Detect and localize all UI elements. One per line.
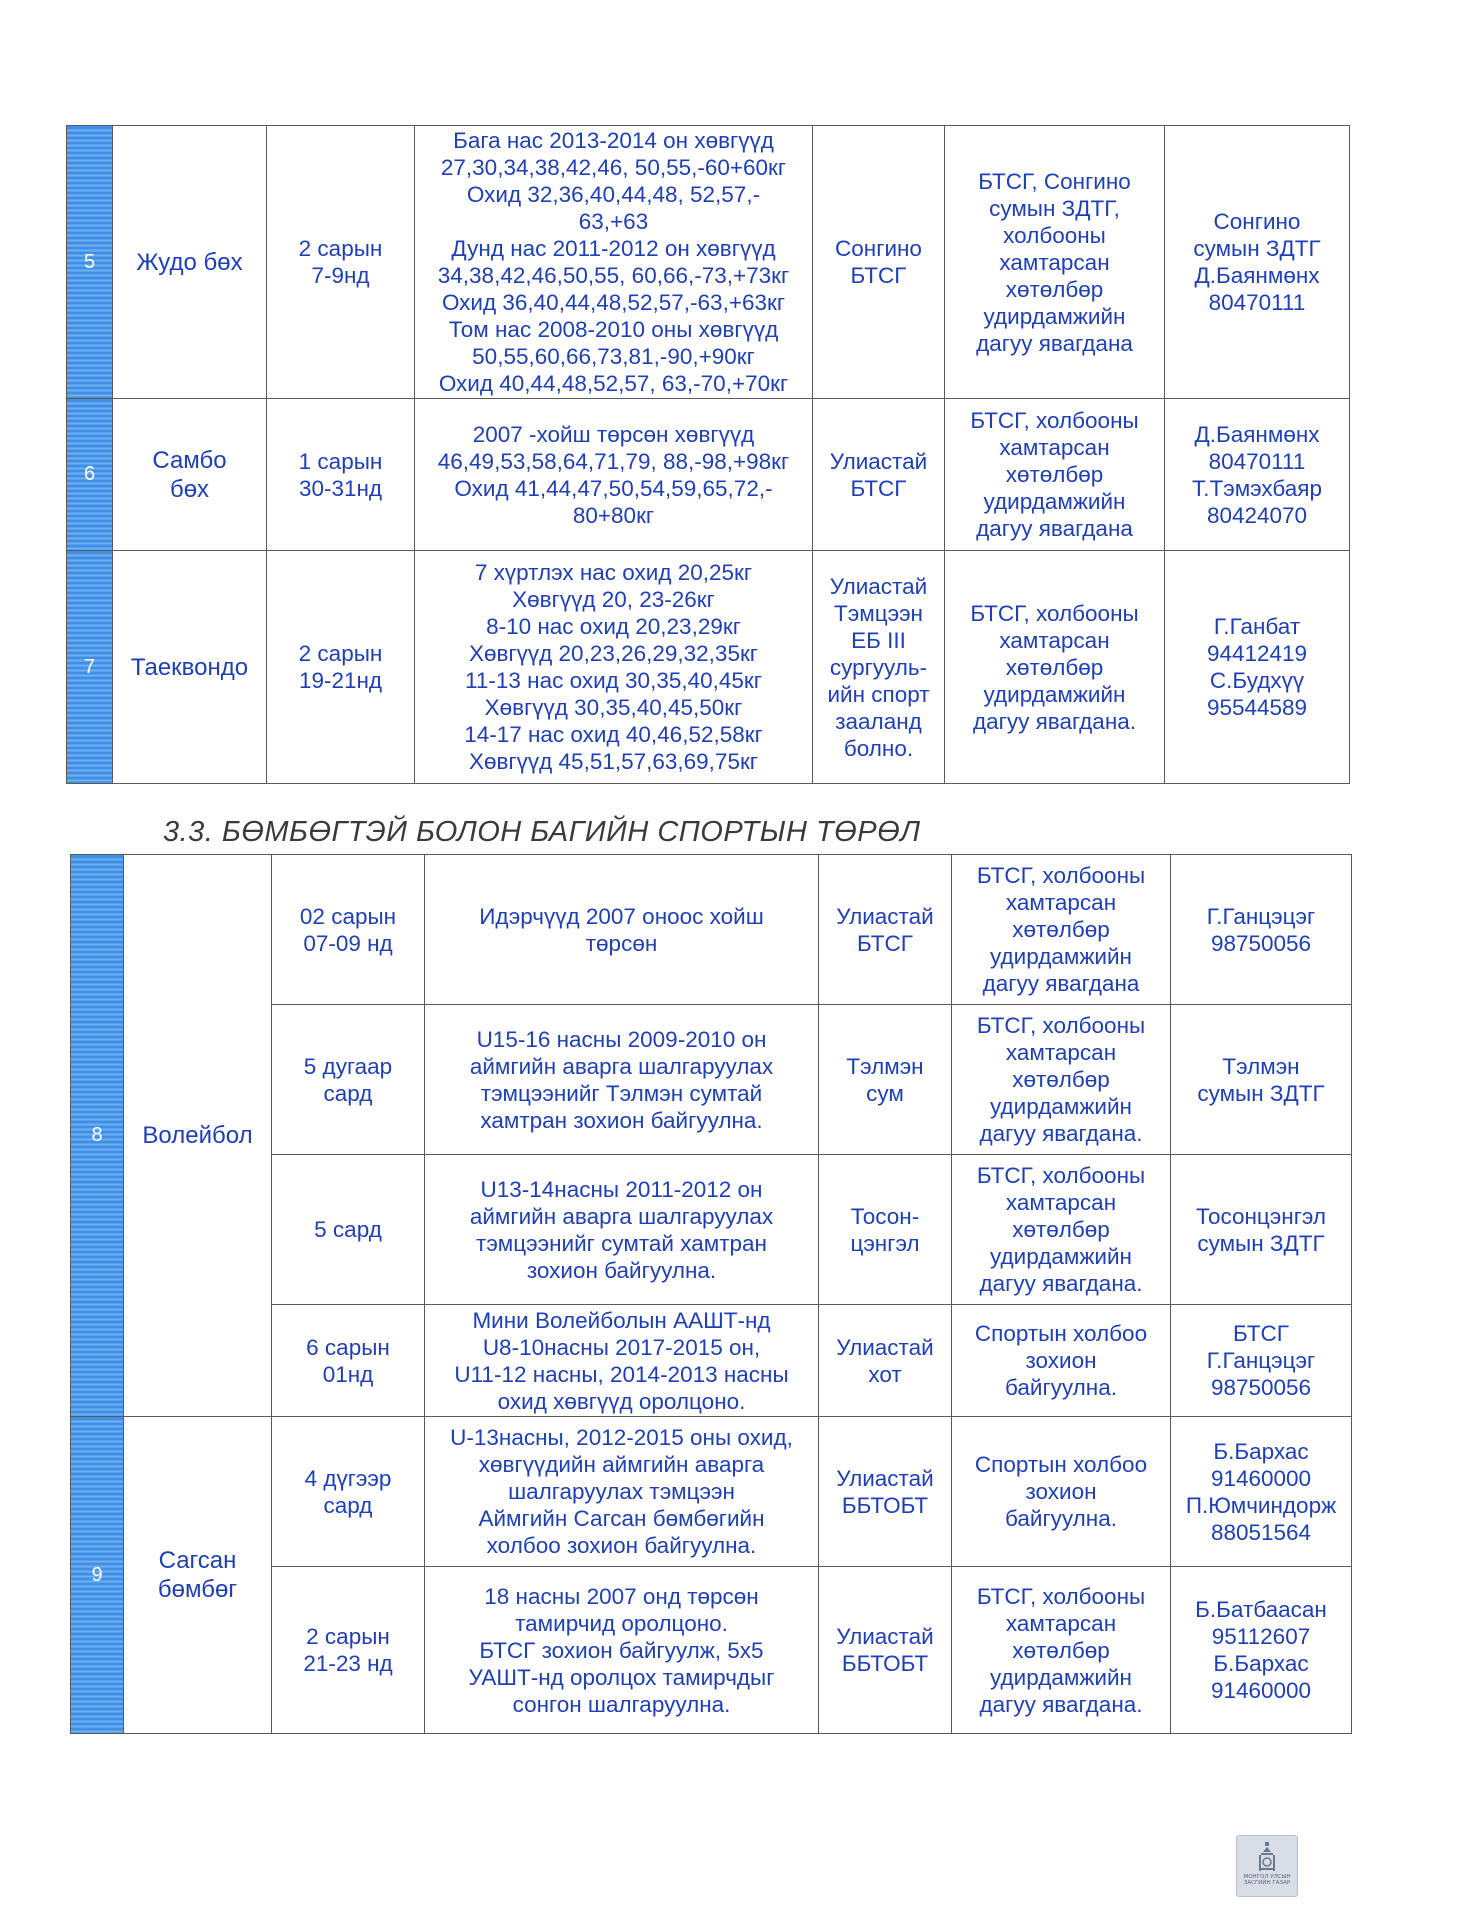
row-number: 7 xyxy=(67,551,113,784)
cell-text-line: тэмцээнийг сумтай хамтран xyxy=(476,1230,767,1256)
table-row xyxy=(71,1417,1352,1567)
event-details xyxy=(425,1567,819,1734)
cell-text-line: 11-13 нас охид 30,35,40,45кг xyxy=(465,668,762,693)
cell-text-line: дагуу явагдана xyxy=(976,330,1133,356)
cell-text-line: хөтөлбөр xyxy=(1005,654,1104,680)
sport-name xyxy=(113,126,267,399)
contact xyxy=(1171,1005,1352,1155)
row-number: 8 xyxy=(71,855,124,1417)
cell-text-line: 80470111 xyxy=(1208,448,1306,474)
cell-text-line: 46,49,53,58,64,71,79, 88,-98,+98кг xyxy=(437,448,790,474)
cell-text-line: 88051564 xyxy=(1210,1519,1312,1545)
cell-text-line: хамтарсан xyxy=(1005,1610,1117,1636)
cell-text-line: БТСГ xyxy=(850,263,907,288)
event-date xyxy=(272,1417,425,1567)
cell-text-line: сумын ЗДТГ, xyxy=(989,195,1120,221)
cell-text-line: БТСГ xyxy=(1233,1321,1289,1346)
cell-text-line: П.Юмчиндорж xyxy=(1185,1492,1337,1518)
cell-text-line: 07-09 нд xyxy=(303,930,393,956)
cell-text-line: холбоо зохион байгуулна. xyxy=(486,1533,757,1558)
organizer xyxy=(945,399,1165,551)
cell-text-line: 95112607 xyxy=(1211,1624,1311,1649)
sport-name xyxy=(113,399,267,551)
cell-text-line: сард xyxy=(323,1492,373,1518)
event-date xyxy=(272,855,425,1005)
cell-text-line: БТСГ, холбооны xyxy=(970,600,1139,626)
cell-text-line: 34,38,42,46,50,55, 60,66,-73,+73кг xyxy=(437,263,790,288)
cell-text-line: Самбо xyxy=(152,446,227,474)
table-row xyxy=(71,855,1352,1005)
cell-text-line: 1 сарын xyxy=(298,448,383,474)
cell-text-line: 2 сарын xyxy=(298,641,383,666)
event-date xyxy=(272,1155,425,1305)
cell-text-line: тамирчид оролцоно. xyxy=(515,1610,728,1636)
event-venue xyxy=(813,551,945,784)
cell-text-line: төрсөн xyxy=(585,930,658,956)
cell-text-line: дагуу явагдана. xyxy=(979,1121,1143,1146)
cell-text-line: 30-31нд xyxy=(298,475,383,501)
cell-text-line: 2 сарын xyxy=(298,236,383,261)
emblem-caption-line: МОНГОЛ УЛСЫН xyxy=(1243,1874,1291,1880)
event-venue xyxy=(819,1417,952,1567)
cell-text-line: 91460000 xyxy=(1210,1465,1312,1491)
sport-name xyxy=(124,855,272,1417)
cell-text-line: удирдамжийн xyxy=(990,1094,1132,1119)
event-details xyxy=(425,1155,819,1305)
cell-text-line: Сонгино xyxy=(835,236,922,261)
cell-text-line: С.Будхүү xyxy=(1209,668,1305,693)
cell-text-line: 94412419 xyxy=(1206,641,1308,666)
cell-text-line: зохион xyxy=(1025,1479,1097,1504)
cell-text-line: Охид 32,36,40,44,48, 52,57,- xyxy=(466,182,761,207)
cell-text-line: хөтөлбөр xyxy=(1012,1217,1110,1242)
contact xyxy=(1171,1305,1352,1417)
cell-text-line: 2007 -хойш төрсөн хөвгүүд xyxy=(472,421,755,447)
cell-text-line: Охид 41,44,47,50,54,59,65,72,- xyxy=(454,475,773,501)
row-number: 5 xyxy=(67,126,113,399)
organizer xyxy=(952,1005,1171,1155)
cell-text-line: ББТОБТ xyxy=(841,1492,929,1518)
cell-text-line: Улиастай xyxy=(829,573,928,599)
cell-text-line: Улиастай xyxy=(836,903,934,929)
sport-name xyxy=(113,551,267,784)
cell-text-line: сумын ЗДТГ xyxy=(1197,1230,1325,1256)
event-details xyxy=(415,551,813,784)
cell-text-line: U-13насны, 2012-2015 оны охид, xyxy=(450,1425,793,1450)
cell-text-line: УАШТ-нд оролцох тамирчдыг xyxy=(468,1664,775,1690)
cell-text-line: Сонгино xyxy=(1213,209,1301,234)
cell-text-line: хөтөлбөр xyxy=(1012,1637,1110,1663)
cell-text-line: Тосонцэнгэл xyxy=(1195,1203,1327,1229)
row-number: 6 xyxy=(67,399,113,551)
table-row xyxy=(67,551,1350,784)
cell-text-line: сард xyxy=(323,1080,373,1106)
cell-text-line: Волейбол xyxy=(142,1122,253,1149)
cell-text-line: зохион байгуулна. xyxy=(526,1257,717,1283)
event-details xyxy=(425,1305,819,1417)
cell-text-line: хамтарсан xyxy=(999,249,1110,275)
cell-text-line: дагуу явагдана. xyxy=(972,708,1137,734)
contact xyxy=(1171,1155,1352,1305)
event-date xyxy=(267,399,415,551)
cell-text-line: БТСГ, холбооны xyxy=(976,1583,1146,1609)
cell-text-line: 7-9нд xyxy=(311,263,370,288)
contact xyxy=(1171,855,1352,1005)
cell-text-line: Мини Волейболын ААШТ-нд xyxy=(472,1307,771,1333)
cell-text-line: Д.Баянмөнх xyxy=(1194,421,1320,447)
cell-text-line: зааланд xyxy=(835,708,922,734)
cell-text-line: Г.Ганцэцэг xyxy=(1206,1348,1316,1373)
cell-text-line: БТСГ xyxy=(850,475,907,501)
cell-text-line: БТСГ, холбооны xyxy=(976,1013,1146,1038)
cell-text-line: U15-16 насны 2009-2010 он xyxy=(476,1026,767,1052)
cell-text-line: хамтарсан xyxy=(999,627,1110,653)
cell-text-line: хамтарсан xyxy=(999,435,1110,460)
cell-text-line: 80424070 xyxy=(1206,502,1308,528)
cell-text-line: БТСГ, холбооны xyxy=(970,408,1139,433)
cell-text-line: 27,30,34,38,42,46, 50,55,-60+60кг xyxy=(440,155,787,180)
cell-text-line: зохион xyxy=(1025,1348,1097,1373)
cell-text-line: ББТОБТ xyxy=(841,1651,929,1676)
cell-text-line: Аймгийн Сагсан бөмбөгийн xyxy=(478,1506,765,1531)
cell-text-line: Б.Бархас xyxy=(1213,1651,1309,1676)
event-venue xyxy=(813,399,945,551)
cell-text-line: хөтөлбөр xyxy=(1005,276,1104,302)
cell-text-line: сургууль- xyxy=(829,654,928,680)
cell-text-line: Тосон- xyxy=(850,1203,920,1229)
cell-text-line: хамтран зохион байгуулна. xyxy=(480,1107,763,1133)
cell-text-line: Идэрчүүд 2007 оноос хойш xyxy=(479,903,764,929)
cell-text-line: Хөвгүүд 30,35,40,45,50кг xyxy=(484,695,743,720)
cell-text-line: байгуулна. xyxy=(1005,1506,1117,1531)
cell-text-line: Тэлмэн xyxy=(846,1053,924,1079)
event-venue xyxy=(819,1005,952,1155)
cell-text-line: Улиастай xyxy=(836,1624,934,1649)
cell-text-line: Бага нас 2013-2014 он хөвгүүд xyxy=(453,128,774,153)
cell-text-line: 98750056 xyxy=(1210,930,1312,956)
cell-text-line: U8-10насны 2017-2015 он, xyxy=(482,1334,761,1360)
event-details xyxy=(425,1005,819,1155)
cell-text-line: Тэмцээн xyxy=(834,600,923,626)
cell-text-line: БТСГ, Сонгино xyxy=(978,168,1131,194)
event-details xyxy=(415,126,813,399)
cell-text-line: Дунд нас 2011-2012 он хөвгүүд xyxy=(451,236,776,261)
contact xyxy=(1171,1417,1352,1567)
event-date xyxy=(272,1305,425,1417)
event-venue xyxy=(813,126,945,399)
contact xyxy=(1165,126,1350,399)
organizer xyxy=(945,126,1165,399)
cell-text-line: байгуулна. xyxy=(1005,1375,1117,1400)
cell-text-line: удирдамжийн xyxy=(990,1244,1132,1269)
cell-text-line: 95544589 xyxy=(1206,695,1308,720)
cell-text-line: 80470111 xyxy=(1208,290,1306,315)
cell-text-line: Таеквондо xyxy=(130,653,249,681)
cell-text-line: 2 сарын xyxy=(306,1624,390,1649)
contact xyxy=(1171,1567,1352,1734)
cell-text-line: сумын ЗДТГ xyxy=(1193,236,1321,261)
cell-text-line: БТСГ, холбооны xyxy=(976,1163,1146,1188)
cell-text-line: аймгийн аварга шалгаруулах xyxy=(469,1053,774,1079)
cell-text-line: Охид 40,44,48,52,57, 63,-70,+70кг xyxy=(438,371,789,396)
cell-text-line: Хөвгүүд 20,23,26,29,32,35кг xyxy=(468,641,759,666)
cell-text-line: удирдамжийн xyxy=(983,681,1126,707)
organizer xyxy=(952,1155,1171,1305)
cell-text-line: Жудо бөх xyxy=(136,248,243,276)
cell-text-line: Спортын холбоо xyxy=(974,1321,1148,1346)
cell-text-line: дагуу явагдана. xyxy=(979,1691,1143,1717)
cell-text-line: 5 дугаар xyxy=(303,1053,393,1079)
cell-text-line: 8-10 нас охид 20,23,29кг xyxy=(486,614,741,639)
cell-text-line: 02 сарын xyxy=(299,903,397,929)
contact xyxy=(1165,551,1350,784)
cell-text-line: 14-17 нас охид 40,46,52,58кг xyxy=(464,722,763,747)
table-row xyxy=(67,399,1350,551)
organizer xyxy=(952,1305,1171,1417)
cell-text-line: удирдамжийн xyxy=(990,944,1132,969)
row-number: 9 xyxy=(71,1417,124,1734)
table-row xyxy=(67,126,1350,399)
cell-text-line: БТСГ, холбооны xyxy=(976,863,1146,888)
event-details xyxy=(425,1417,819,1567)
cell-text-line: дагуу явагдана xyxy=(976,516,1133,541)
cell-text-line: Хөвгүүд 45,51,57,63,69,75кг xyxy=(468,749,759,774)
cell-text-line: Д.Баянмөнх xyxy=(1194,263,1320,288)
cell-text-line: хот xyxy=(868,1361,902,1387)
cell-text-line: ЕБ III xyxy=(851,627,906,653)
organizer xyxy=(952,1567,1171,1734)
sports-schedule-table-individual xyxy=(66,125,1350,784)
soyombo-icon xyxy=(1252,1840,1282,1874)
cell-text-line: хөтөлбөр xyxy=(1012,917,1110,942)
organizer xyxy=(952,855,1171,1005)
cell-text-line: Хөвгүүд 20, 23-26кг xyxy=(512,587,715,612)
cell-text-line: Г.Ганцэцэг xyxy=(1206,903,1316,929)
event-date xyxy=(267,126,415,399)
cell-text-line: 19-21нд xyxy=(298,668,383,693)
cell-text-line: охид хөвгүүд оролцоно. xyxy=(497,1388,746,1414)
organizer xyxy=(952,1417,1171,1567)
cell-text-line: 4 дүгээр xyxy=(304,1465,392,1491)
cell-text-line: Б.Бархас xyxy=(1213,1438,1309,1464)
cell-text-line: 91460000 xyxy=(1210,1678,1312,1703)
sports-schedule-table-team xyxy=(70,854,1352,1734)
cell-text-line: хөтөлбөр xyxy=(1005,462,1104,487)
cell-text-line: ийн спорт xyxy=(827,681,930,707)
cell-text-line: 5 сард xyxy=(314,1217,382,1242)
sport-name xyxy=(124,1417,272,1734)
government-emblem xyxy=(1236,1835,1298,1897)
cell-text-line: удирдамжийн xyxy=(983,489,1126,514)
emblem-caption-line: ЗАСГИЙН ГАЗАР xyxy=(1243,1880,1291,1886)
cell-text-line: Б.Батбаасан xyxy=(1195,1597,1327,1622)
event-date xyxy=(267,551,415,784)
cell-text-line: бөх xyxy=(169,475,210,503)
cell-text-line: 18 насны 2007 онд төрсөн xyxy=(484,1583,759,1609)
cell-text-line: хамтарсан xyxy=(1005,890,1117,915)
cell-text-line: Улиастай xyxy=(836,1465,934,1491)
event-venue xyxy=(819,1567,952,1734)
cell-text-line: Том нас 2008-2010 оны хөвгүүд xyxy=(448,317,779,342)
organizer xyxy=(945,551,1165,784)
cell-text-line: Охид 36,40,44,48,52,57,-63,+63кг xyxy=(441,290,786,315)
cell-text-line: хамтарсан xyxy=(1005,1040,1117,1065)
section-title: 3.3. БӨМБӨГТЭЙ БОЛОН БАГИЙН СПОРТЫН ТӨРӨЛ xyxy=(163,816,921,848)
cell-text-line: холбооны xyxy=(1003,222,1106,248)
cell-text-line: Т.Тэмэхбаяр xyxy=(1191,475,1322,501)
cell-text-line: хамтарсан xyxy=(1005,1190,1117,1215)
cell-text-line: сум xyxy=(866,1080,904,1106)
cell-text-line: бөмбөг xyxy=(157,1576,238,1603)
cell-text-line: U11-12 насны, 2014-2013 насны xyxy=(454,1361,789,1387)
cell-text-line: 01нд xyxy=(322,1361,374,1387)
cell-text-line: удирдамжийн xyxy=(990,1664,1132,1690)
cell-text-line: хөтөлбөр xyxy=(1012,1067,1110,1092)
cell-text-line: 6 сарын xyxy=(306,1334,390,1360)
cell-text-line: цэнгэл xyxy=(850,1230,920,1256)
event-details xyxy=(425,855,819,1005)
event-venue xyxy=(819,1305,952,1417)
cell-text-line: Улиастай xyxy=(829,448,928,474)
event-date xyxy=(272,1567,425,1734)
cell-text-line: аймгийн аварга шалгаруулах xyxy=(469,1203,774,1229)
event-details xyxy=(415,399,813,551)
cell-text-line: Г.Ганбат xyxy=(1213,614,1301,639)
cell-text-line: сонгон шалгаруулна. xyxy=(512,1691,731,1717)
cell-text-line: сумын ЗДТГ xyxy=(1197,1080,1325,1106)
cell-text-line: БТСГ зохион байгуулж, 5х5 xyxy=(479,1637,764,1663)
cell-text-line: Сагсан xyxy=(158,1547,237,1574)
event-date xyxy=(272,1005,425,1155)
cell-text-line: U13-14насны 2011-2012 он xyxy=(480,1176,763,1202)
cell-text-line: болно. xyxy=(843,735,914,761)
cell-text-line: дагуу явагдана xyxy=(982,971,1140,996)
cell-text-line: 7 хүртлэх нас охид 20,25кг xyxy=(474,560,753,585)
cell-text-line: Спортын холбоо xyxy=(974,1452,1148,1477)
cell-text-line: 50,55,60,66,73,81,-90,+90кг xyxy=(472,344,755,369)
cell-text-line: БТСГ xyxy=(857,930,913,956)
cell-text-line: дагуу явагдана. xyxy=(979,1271,1143,1296)
event-venue xyxy=(819,855,952,1005)
cell-text-line: шалгаруулах тэмцээн xyxy=(508,1479,735,1504)
cell-text-line: 63,+63 xyxy=(578,209,649,234)
cell-text-line: 98750056 xyxy=(1210,1375,1312,1400)
contact xyxy=(1165,399,1350,551)
cell-text-line: Улиастай xyxy=(836,1334,934,1360)
cell-text-line: 80+80кг xyxy=(572,502,655,528)
cell-text-line: удирдамжийн xyxy=(983,303,1126,329)
cell-text-line: Тэлмэн xyxy=(1222,1053,1300,1079)
event-venue xyxy=(819,1155,952,1305)
cell-text-line: тэмцээнийг Тэлмэн сумтай xyxy=(480,1080,763,1106)
cell-text-line: хөвгүүдийн аймгийн аварга xyxy=(478,1452,765,1477)
cell-text-line: 21-23 нд xyxy=(303,1651,393,1676)
